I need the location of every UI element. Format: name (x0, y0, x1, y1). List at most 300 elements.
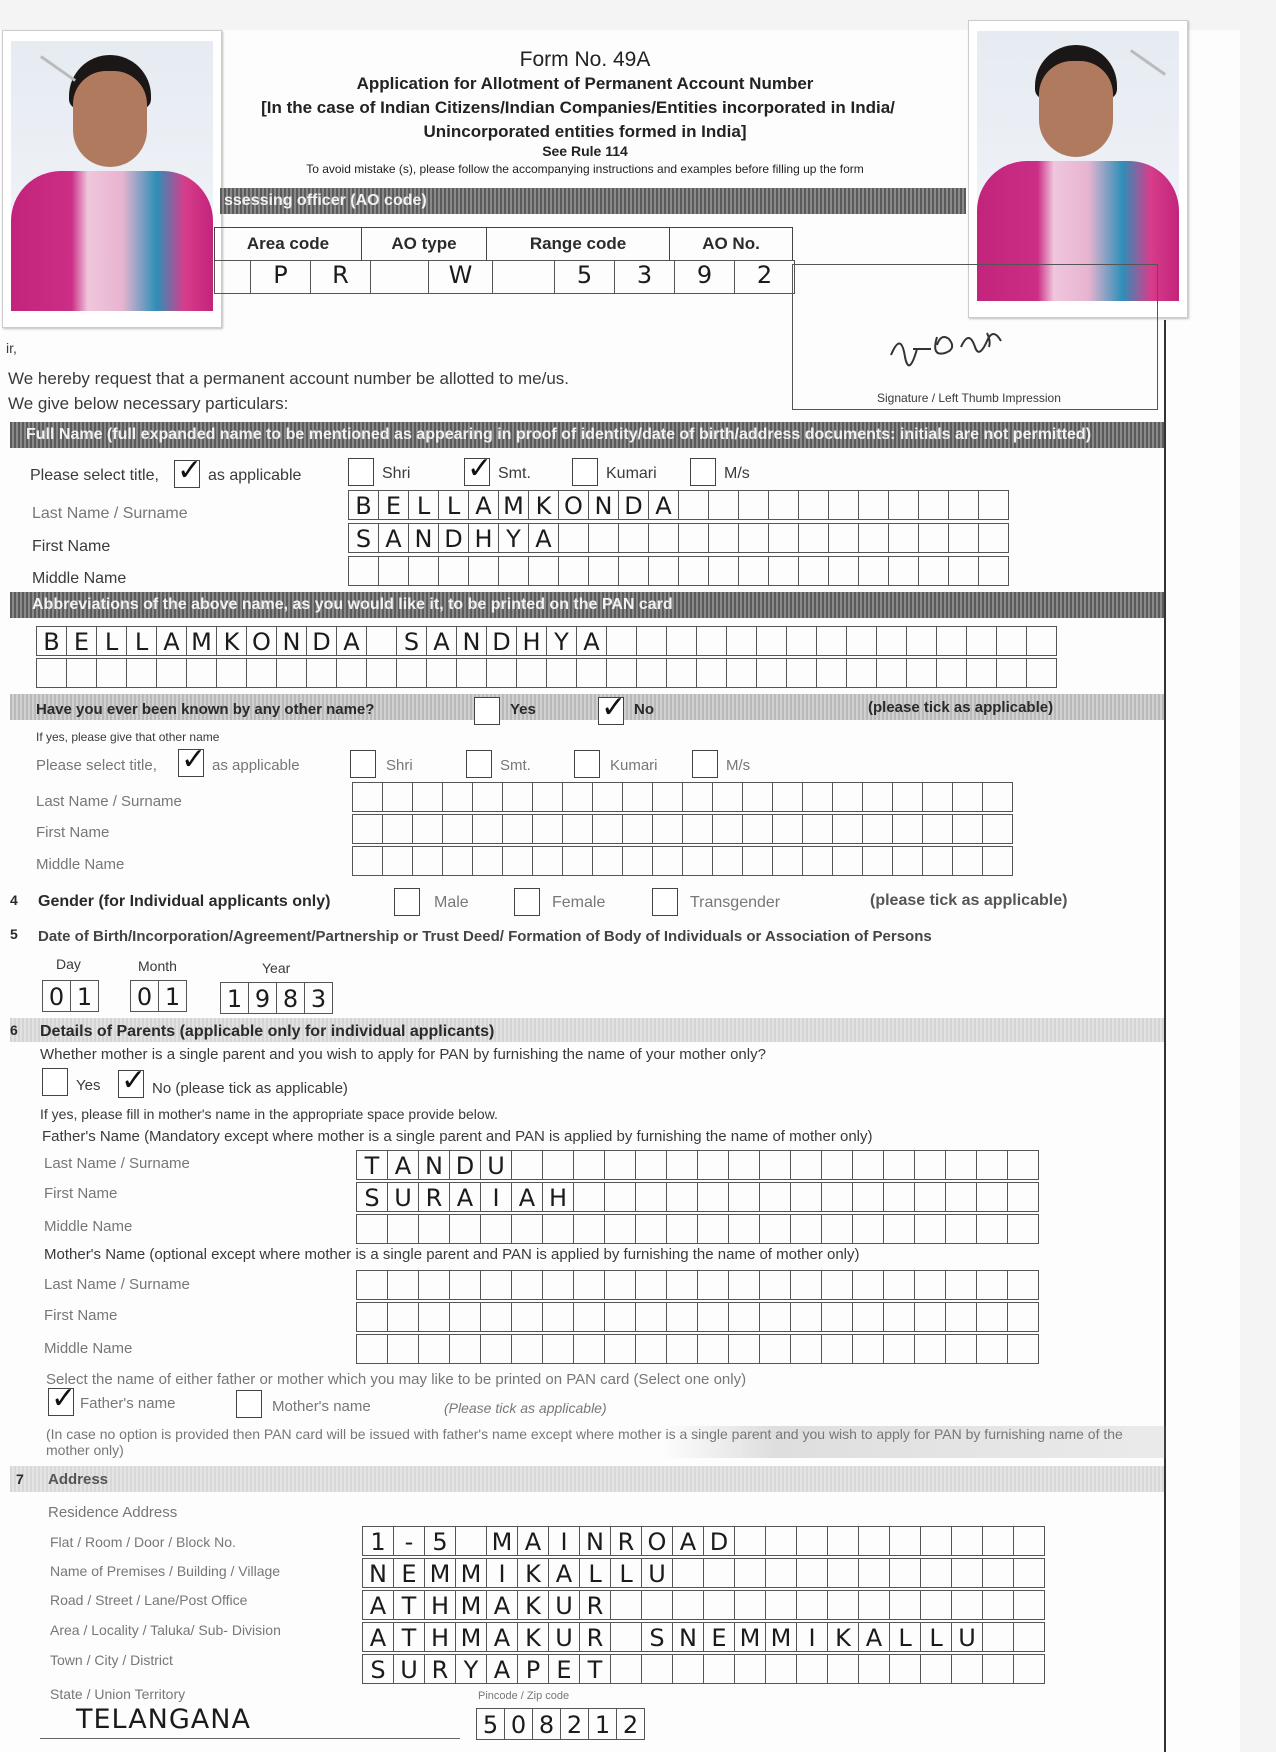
char-box (481, 1334, 512, 1364)
char-box (713, 782, 743, 812)
char-box (1027, 658, 1057, 688)
char-box: A (450, 1182, 481, 1212)
char-box (1014, 1654, 1045, 1684)
char-box (481, 1214, 512, 1244)
char-box (413, 814, 443, 844)
char-box (577, 658, 607, 688)
char-box (636, 1270, 667, 1300)
gender-female-label: Female (552, 894, 606, 911)
dob-month-field[interactable] (130, 980, 187, 1012)
char-box (853, 1182, 884, 1212)
char-box (977, 1302, 1008, 1332)
char-box (769, 490, 799, 520)
char-box (884, 1302, 915, 1332)
char-box: 1 (159, 980, 187, 1012)
other-first-name-field[interactable] (352, 814, 1013, 844)
address-label: Address (48, 1471, 109, 1488)
char-box: A (487, 1622, 518, 1652)
char-box (605, 1182, 636, 1212)
char-box (915, 1214, 946, 1244)
char-box (679, 523, 709, 553)
char-box (853, 1150, 884, 1180)
char-box: K (217, 626, 247, 656)
char-box: M (735, 1622, 766, 1652)
char-box: O (642, 1526, 673, 1556)
last-name-label: Last Name / Surname (32, 505, 188, 522)
char-box: R (580, 1590, 611, 1620)
char-box: 8 (533, 1708, 561, 1740)
char-box (890, 1526, 921, 1556)
char-box (797, 1526, 828, 1556)
first-name-field[interactable] (348, 523, 1009, 553)
other-last-name-field[interactable] (352, 782, 1013, 812)
char-box: L (409, 490, 439, 520)
parents-label: Details of Parents (applicable only for individual applicants) (40, 1023, 495, 1040)
char-box (946, 1302, 977, 1332)
char-box: H (469, 523, 499, 553)
char-box (921, 1526, 952, 1556)
char-box (667, 1214, 698, 1244)
char-box (419, 1302, 450, 1332)
char-box (997, 626, 1027, 656)
char-box (937, 658, 967, 688)
char-box (349, 556, 379, 586)
father-first-name-label: First Name (44, 1185, 118, 1202)
gender-male-checkbox[interactable] (394, 888, 420, 916)
char-box (679, 490, 709, 520)
char-box (769, 523, 799, 553)
title-ms-label: M/s (724, 465, 750, 482)
char-box: L (580, 1558, 611, 1588)
char-box (473, 846, 503, 876)
char-box (457, 658, 487, 688)
ao-code-table (214, 227, 793, 261)
char-box (709, 490, 739, 520)
area-field[interactable] (362, 1622, 1045, 1652)
char-box (127, 658, 157, 688)
ao-range-code-header: Range code (487, 228, 670, 261)
other-title-kumari-checkbox[interactable] (574, 750, 600, 778)
char-box (637, 658, 667, 688)
mother-last-name-label: Last Name / Surname (44, 1276, 190, 1293)
select-title-label: Please select title, (30, 467, 159, 484)
char-box (679, 556, 709, 586)
char-box (413, 782, 443, 812)
char-box: L (439, 490, 469, 520)
char-box (383, 814, 413, 844)
char-box (543, 1270, 574, 1300)
char-box (953, 782, 983, 812)
char-box: T (394, 1590, 425, 1620)
char-box: - (394, 1526, 425, 1556)
char-box (757, 658, 787, 688)
char-box (1008, 1334, 1039, 1364)
char-box (443, 846, 473, 876)
print-name-select-note: Select the name of either father or mother which you may like to be printed on PAN card (Select one only) (46, 1371, 747, 1388)
char-box (791, 1270, 822, 1300)
char-box: M (456, 1622, 487, 1652)
dob-label: Date of Birth/Incorporation/Agreement/Partnership or Trust Deed/ Formation of Body of Individuals or Association of Persons (38, 928, 932, 945)
char-box: D (704, 1526, 735, 1556)
char-box (473, 782, 503, 812)
char-box: A (673, 1526, 704, 1556)
char-box: 2 (561, 1708, 589, 1740)
char-box (847, 658, 877, 688)
char-box (607, 626, 637, 656)
char-box (797, 1590, 828, 1620)
char-box (803, 846, 833, 876)
char-box: S (397, 626, 427, 656)
signature-box[interactable] (792, 264, 1158, 410)
char-box (803, 782, 833, 812)
char-box (915, 1334, 946, 1364)
char-box (822, 1182, 853, 1212)
char-box (877, 626, 907, 656)
char-box: A (859, 1622, 890, 1652)
char-box: A (529, 523, 559, 553)
char-box: D (439, 523, 469, 553)
char-box (512, 1270, 543, 1300)
char-box (983, 814, 1013, 844)
char-box: A (337, 626, 367, 656)
char-box (923, 814, 953, 844)
char-box: N (673, 1622, 704, 1652)
char-box (979, 523, 1009, 553)
char-box: R (419, 1182, 450, 1212)
char-box (727, 626, 757, 656)
char-box (997, 658, 1027, 688)
dob-year-label: Year (262, 960, 291, 976)
char-box (889, 556, 919, 586)
char-box: I (549, 1526, 580, 1556)
char-box: M (456, 1558, 487, 1588)
abbreviation-field-line-1[interactable] (36, 626, 1057, 656)
town-label: Town / City / District (50, 1652, 173, 1668)
char-box (1014, 1590, 1045, 1620)
title-smt-label: Smt. (498, 465, 531, 482)
char-box: M (456, 1590, 487, 1620)
char-box: L (890, 1622, 921, 1652)
char-box (949, 556, 979, 586)
char-box (863, 782, 893, 812)
title-kumari-label: Kumari (606, 465, 657, 482)
title-kumari-checkbox[interactable] (572, 458, 598, 486)
char-box: M (499, 490, 529, 520)
char-box: H (543, 1182, 574, 1212)
char-box (946, 1150, 977, 1180)
char-box (450, 1302, 481, 1332)
char-box (760, 1270, 791, 1300)
char-box (977, 1150, 1008, 1180)
ao-code-band (220, 188, 966, 214)
char-box (953, 846, 983, 876)
char-box (735, 1558, 766, 1588)
char-box (977, 1270, 1008, 1300)
title-smt-checkbox[interactable]: ✓ (464, 458, 490, 486)
title-shri-label: Shri (382, 465, 411, 482)
char-box: T (357, 1150, 388, 1180)
char-box (799, 490, 829, 520)
residence-address-label: Residence Address (48, 1504, 178, 1521)
char-box: A (512, 1182, 543, 1212)
title-shri-checkbox[interactable] (348, 458, 374, 486)
char-box: S (349, 523, 379, 553)
premises-field[interactable] (362, 1558, 1045, 1588)
char-box (773, 782, 803, 812)
char-box (983, 1526, 1014, 1556)
char-box (946, 1270, 977, 1300)
char-box (919, 490, 949, 520)
char-box (499, 556, 529, 586)
char-box (797, 1654, 828, 1684)
print-name-tick-note: (Please tick as applicable) (444, 1400, 607, 1416)
char-box (388, 1334, 419, 1364)
char-box (388, 1214, 419, 1244)
gender-label: Gender (for Individual applicants only) (38, 893, 331, 910)
state-value[interactable]: TELANGANA (76, 1704, 251, 1735)
char-box: K (518, 1590, 549, 1620)
char-box (967, 626, 997, 656)
char-box (704, 1590, 735, 1620)
form-number: Form No. 49A (519, 48, 651, 71)
father-last-name-field[interactable] (356, 1150, 1039, 1180)
char-box (157, 658, 187, 688)
char-box (623, 814, 653, 844)
ao-code-boxes[interactable] (214, 260, 795, 294)
full-name-band (10, 422, 1164, 448)
char-box: N (589, 490, 619, 520)
char-box (605, 1150, 636, 1180)
char-box: A (549, 1558, 580, 1588)
char-box (853, 1214, 884, 1244)
char-box (889, 523, 919, 553)
char-box: H (425, 1622, 456, 1652)
char-box (636, 1182, 667, 1212)
char-box (439, 556, 469, 586)
char-box (383, 782, 413, 812)
char-box: L (921, 1622, 952, 1652)
char-box (729, 1182, 760, 1212)
char-box: E (394, 1558, 425, 1588)
char-box (450, 1270, 481, 1300)
gender-transgender-label: Transgender (690, 894, 781, 911)
char-box (653, 814, 683, 844)
father-middle-name-label: Middle Name (44, 1218, 133, 1235)
char-box: 1 (221, 982, 249, 1014)
char-box (563, 846, 593, 876)
other-title-smt-checkbox[interactable] (466, 750, 492, 778)
parents-number: 6 (10, 1022, 18, 1038)
char-box (667, 1302, 698, 1332)
char-box: H (425, 1590, 456, 1620)
char-box (853, 1334, 884, 1364)
char-box (923, 846, 953, 876)
char-box (543, 1150, 574, 1180)
other-title-shri-checkbox[interactable] (350, 750, 376, 778)
char-box (833, 782, 863, 812)
gender-tick-note: (please tick as applicable) (870, 892, 1068, 909)
char-box (884, 1270, 915, 1300)
char-box (791, 1150, 822, 1180)
char-box (353, 782, 383, 812)
char-box (419, 1270, 450, 1300)
single-parent-question: Whether mother is a single parent and you wish to apply for PAN by furnishing the name of your mother only? (40, 1046, 766, 1063)
pincode-field[interactable] (476, 1708, 645, 1740)
char-box (1014, 1526, 1045, 1556)
char-box (919, 523, 949, 553)
abbreviation-field-line-2[interactable] (36, 658, 1057, 688)
char-box (893, 782, 923, 812)
char-box: B (349, 490, 379, 520)
char-box (217, 658, 247, 688)
char-box (907, 626, 937, 656)
char-box (574, 1150, 605, 1180)
char-box (833, 846, 863, 876)
char-box (735, 1590, 766, 1620)
char-box (729, 1214, 760, 1244)
first-name-label: First Name (32, 538, 111, 555)
dob-day-field[interactable] (42, 980, 99, 1012)
char-box: 9 (249, 982, 277, 1014)
char-box (443, 814, 473, 844)
char-box: A (157, 626, 187, 656)
flat-field[interactable] (362, 1526, 1045, 1556)
char-box (503, 782, 533, 812)
dob-number: 5 (10, 926, 18, 942)
char-box (863, 846, 893, 876)
char-box: R (580, 1622, 611, 1652)
char-box (704, 1654, 735, 1684)
last-name-field[interactable] (348, 490, 1009, 520)
char-box (533, 846, 563, 876)
town-field[interactable] (362, 1654, 1045, 1684)
print-father-name-checkbox[interactable]: ✓ (48, 1388, 74, 1416)
mother-fill-note: If yes, please fill in mother's name in the appropriate space provide below. (40, 1106, 498, 1122)
char-box: K (518, 1558, 549, 1588)
char-box: E (549, 1654, 580, 1684)
single-parent-no-checkbox[interactable]: ✓ (118, 1070, 144, 1098)
char-box (863, 814, 893, 844)
char-box (829, 490, 859, 520)
char-box (642, 1654, 673, 1684)
char-box (636, 1214, 667, 1244)
other-name-yes-checkbox[interactable] (474, 697, 500, 725)
dob-month-label: Month (138, 958, 177, 974)
char-box: Y (456, 1654, 487, 1684)
char-box (697, 626, 727, 656)
char-box: O (247, 626, 277, 656)
char-box (353, 814, 383, 844)
char-box (637, 626, 667, 656)
char-box: N (409, 523, 439, 553)
char-box: 5 (425, 1526, 456, 1556)
char-box (817, 658, 847, 688)
char-box (729, 1270, 760, 1300)
char-box: U (952, 1622, 983, 1652)
char-box (357, 1270, 388, 1300)
char-box (949, 490, 979, 520)
char-box: S (357, 1182, 388, 1212)
applicant-photo-left (2, 30, 222, 328)
char-box: U (549, 1622, 580, 1652)
char-box (667, 658, 697, 688)
middle-name-field[interactable] (348, 556, 1009, 586)
char-box (791, 1334, 822, 1364)
other-title-ms-checkbox[interactable] (692, 750, 718, 778)
char-box: E (704, 1622, 735, 1652)
char-box (512, 1150, 543, 1180)
father-middle-name-field[interactable] (356, 1214, 1039, 1244)
char-box (1008, 1150, 1039, 1180)
print-name-footnote: (In case no option is provided then PAN card will be issued with father's name except where mother is a single parent and you wish to apply for PAN by furnishing name of the mother only) (46, 1426, 1166, 1458)
char-box: N (457, 626, 487, 656)
title-ms-checkbox[interactable] (690, 458, 716, 486)
char-box (307, 658, 337, 688)
char-box (766, 1526, 797, 1556)
father-first-name-field[interactable] (356, 1182, 1039, 1212)
char-box: L (611, 1558, 642, 1588)
gender-transgender-checkbox[interactable] (652, 888, 678, 916)
dob-year-field[interactable] (220, 982, 333, 1014)
char-box (859, 556, 889, 586)
char-box (450, 1214, 481, 1244)
char-box (413, 846, 443, 876)
char-box (187, 658, 217, 688)
ao-code-band-title: ssessing officer (AO code) (224, 192, 427, 209)
char-box (829, 523, 859, 553)
ao-type-header: AO type (362, 228, 487, 261)
char-box (847, 626, 877, 656)
single-parent-yes-checkbox[interactable] (42, 1068, 68, 1096)
road-field[interactable] (362, 1590, 1045, 1620)
char-box (698, 1334, 729, 1364)
char-box (443, 782, 473, 812)
char-box (487, 658, 517, 688)
char-box (574, 1270, 605, 1300)
char-box (983, 1622, 1014, 1652)
char-box (1014, 1622, 1045, 1652)
char-box (853, 1302, 884, 1332)
char-box (915, 1302, 946, 1332)
char-box: A (518, 1526, 549, 1556)
mother-name-heading: Mother's Name (optional except where mother is a single parent and PAN is applied by furnishing the name of mother only) (44, 1246, 860, 1263)
char-box (67, 658, 97, 688)
char-box (247, 658, 277, 688)
char-box (760, 1214, 791, 1244)
char-box (512, 1334, 543, 1364)
gender-female-checkbox[interactable] (514, 888, 540, 916)
char-box (667, 1182, 698, 1212)
mother-first-name-field[interactable] (356, 1302, 1039, 1332)
char-box: L (127, 626, 157, 656)
mother-last-name-field[interactable] (356, 1270, 1039, 1300)
father-last-name-label: Last Name / Surname (44, 1155, 190, 1172)
char-box (983, 1654, 1014, 1684)
mother-middle-name-field[interactable] (356, 1334, 1039, 1364)
char-box (611, 1622, 642, 1652)
char-box (683, 846, 713, 876)
other-middle-name-field[interactable] (352, 846, 1013, 876)
char-box (607, 658, 637, 688)
pincode-label: Pincode / Zip code (478, 1690, 570, 1702)
char-box: D (487, 626, 517, 656)
other-name-no-checkbox[interactable]: ✓ (598, 697, 624, 725)
char-box (704, 1558, 735, 1588)
char-box (952, 1654, 983, 1684)
char-box (636, 1150, 667, 1180)
char-box (859, 1558, 890, 1588)
print-mother-name-checkbox[interactable] (236, 1390, 262, 1418)
